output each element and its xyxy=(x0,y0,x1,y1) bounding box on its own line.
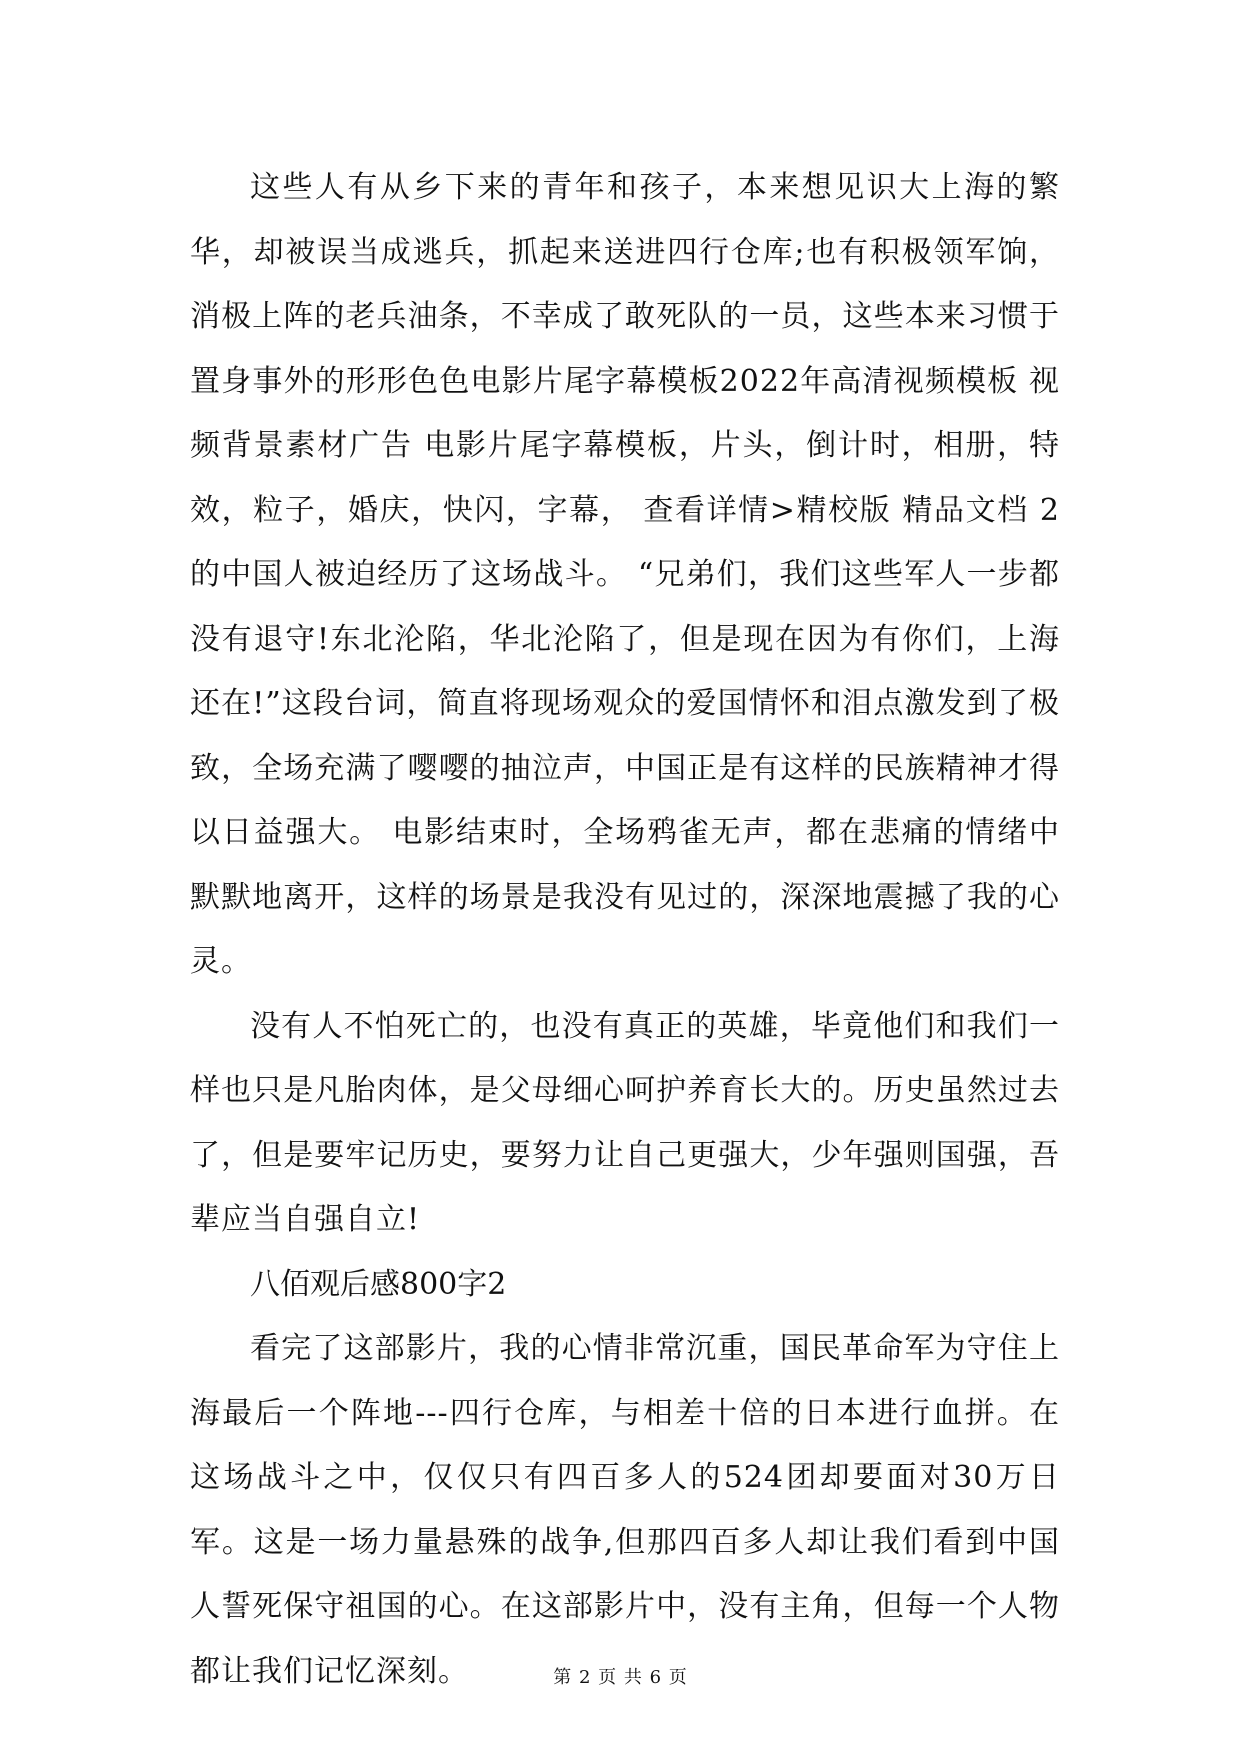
paragraph-1: 这些人有从乡下来的青年和孩子，本来想见识大上海的繁华，却被误当成逃兵，抓起来送进四行仓库;也有积极领军饷，消极上阵的老兵油条，不幸成了敢死队的一员，这些本来习惯于置身事外的形形色色电影片尾字幕模板2022年高清视频模板 视频背景素材广告 电影片尾字幕模板，片头，倒计时，相册，特效，粒子，婚庆，快闪，字幕， 查看详情>精校版 精品文档 2 的中国人被迫经历了这场战斗。 “兄弟们，我们这些军人一步都没有退守!东北沦陷，华北沦陷了，但是现在因为有你们，上海还在!”这段台词，简直将现场观众的爱国情怀和泪点激发到了极致，全场充满了嘤嘤的抽泣声，中国正是有这样的民族精神才得以日益强大。 电影结束时，全场鸦雀无声，都在悲痛的情绪中默默地离开，这样的场景是我没有见过的，深深地震撼了我的心灵。 xyxy=(190,170,1060,979)
paragraph-2: 没有人不怕死亡的，也没有真正的英雄，毕竟他们和我们一样也只是凡胎肉体，是父母细心呵护养育长大的。历史虽然过去了，但是要牢记历史，要努力让自己更强大，少年强则国强，吾辈应当自强自立! xyxy=(190,1008,1060,1237)
section-heading: 八佰观后感800字2 xyxy=(250,1266,507,1302)
paragraph-3: 看完了这部影片，我的心情非常沉重，国民革命军为守住上海最后一个阵地---四行仓库，与相差十倍的日本进行血拼。在这场战斗之中，仅仅只有四百多人的524团却要面对30万日军。这是一场力量悬殊的战争,但那四百多人却让我们看到中国人誓死保守祖国的心。在这部影片中，没有主角，但每一个人物都让我们记忆深刻。 xyxy=(190,1331,1060,1689)
page-number-label: 第 2 页 共 6 页 xyxy=(553,1667,688,1688)
document-body xyxy=(190,156,1060,1704)
page-footer xyxy=(0,1663,1241,1689)
